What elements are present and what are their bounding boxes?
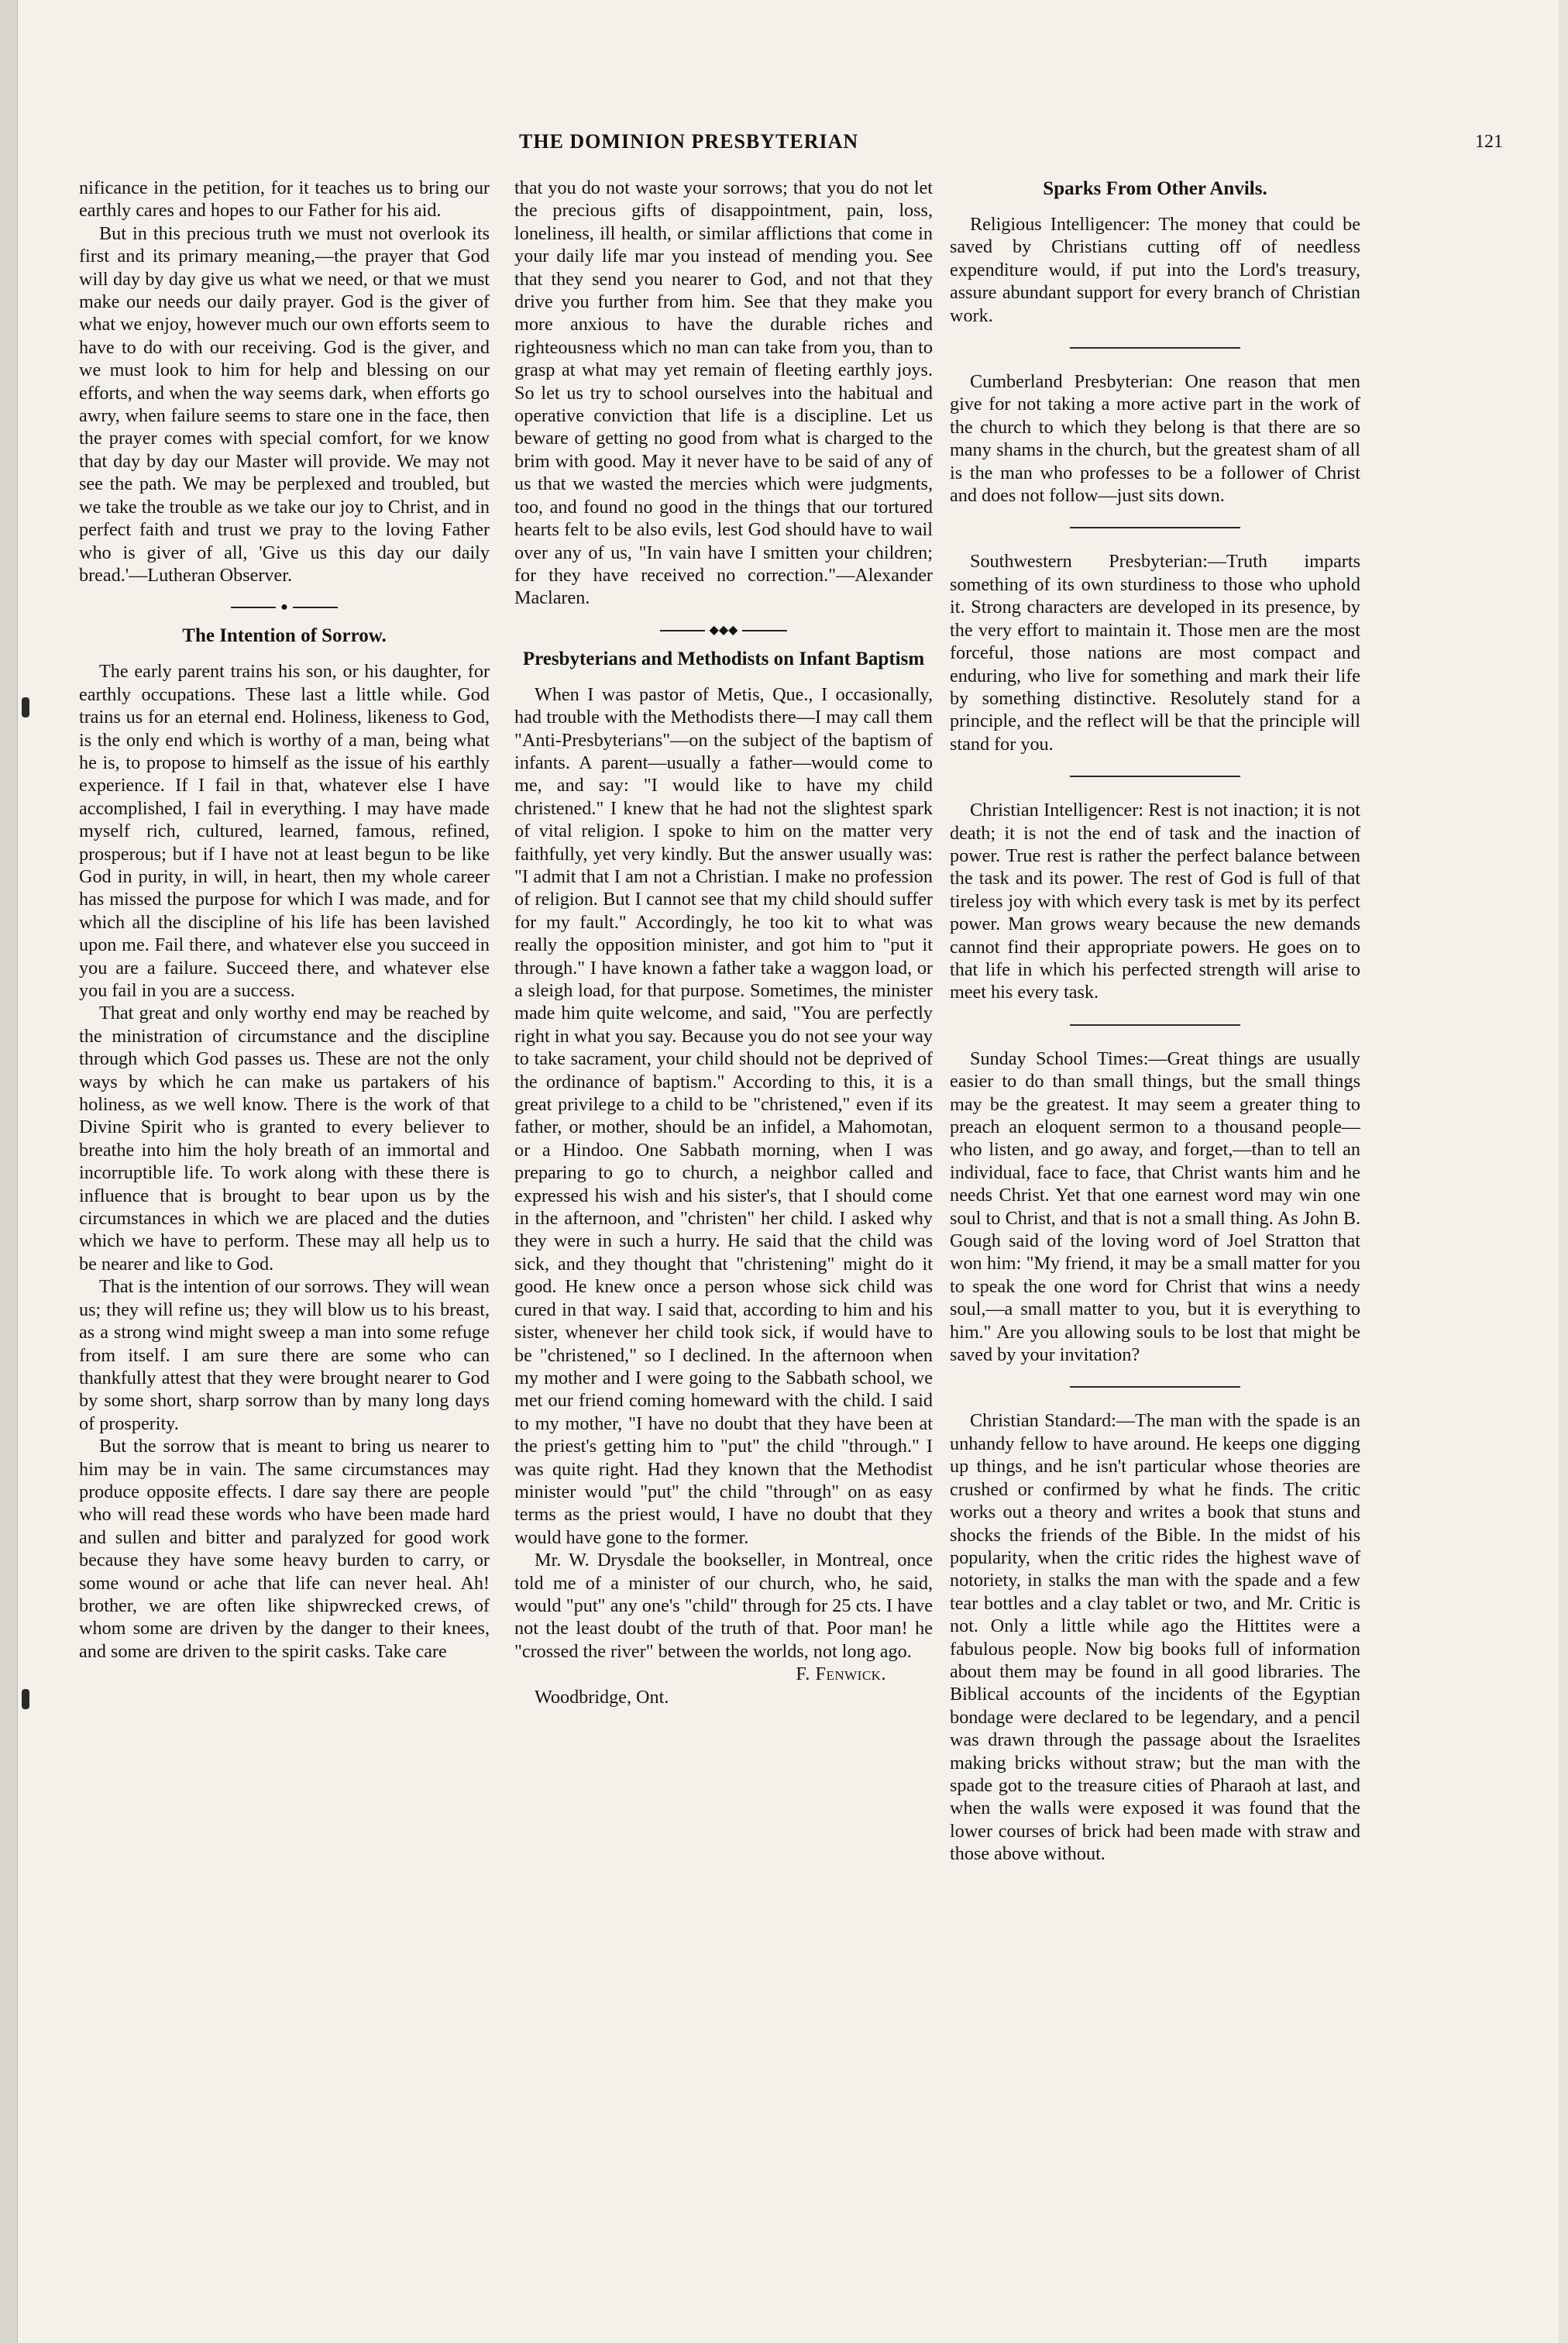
page-number: 121 [1475, 132, 1503, 152]
divider-rule [1070, 527, 1240, 528]
ornament-divider: ● [79, 604, 490, 611]
divider-rule [1070, 347, 1240, 349]
column-middle [514, 177, 933, 1708]
signature: F. Fenwick. [796, 1663, 886, 1685]
divider-rule [1070, 776, 1240, 777]
paragraph: When I was pastor of Metis, Que., I occasionally, had trouble with the Methodists there—I may call them "Anti-Presbyterians"—on the subject of the baptism of infants. A parent—usually a father—would come to me, and say: "I would like to have my child christened." I knew that he had not the slightest spark of vital religion. I spoke to him on the matter very faithfully, yet very kindly. But the answer usually was: "I admit that I am not a Christian. I make no profession of religion. But I cannot see that my child should suffer for my fault." Accordingly, he too kit to what was really the opposition minister, and got him to "put it through." I have known a father take a waggon load, or a sleigh load, for that purpose. Sometimes, the minister made him quite welcome, and said, "You are perfectly right in what you say. Because you do not see your way to take sacrament, your child should not be deprived of the ordinance of baptism." According to this, it is a great privilege to a child to be "christened," even if its father, or mother, should be an infidel, a Mahomotan, or a Hindoo. One Sabbath morning, when I was preparing to go to church, a neighbor called and expressed his wish and his sister's, that I should come in the afternoon, and "christen" her child. I asked why they were in such a hurry. He said that the child was sick, and they thought that "christening" might do it good. He knew once a person whose sick child was cured in that way. I said that, according to him and his sister, whenever her child took sick, if would have to be "christened," so I declined. In the afternoon when my mother and I were going to the Sabbath school, we met our friend coming homeward with the child. I said to my mother, "I have no doubt that they have been at the priest's getting him to "put" the child "through." I was quite right. Had they known that the Methodist minister would "put" the child "through" on as easy terms as the priest would, I have no doubt that they would have gone to the former. [514, 683, 933, 1548]
masthead: THE DOMINION PRESBYTERIAN [519, 130, 859, 153]
column-right [950, 177, 1360, 1866]
binding-hole [22, 697, 29, 717]
paragraph: Mr. W. Drysdale the bookseller, in Montreal, once told me of a minister of our church, who, he said, would "put" any one's "child" through for 25 cts. I have not the least doubt of the truth of that. Poor man! he "crossed the river" between the worlds, not long ago. [514, 1550, 933, 1662]
ornament-divider: ◆◆◆ [514, 627, 933, 635]
excerpt: Religious Intelligencer: The money that could be saved by Christians cutting off of needless expenditure would, if put into the Lord's treasury, assure abundant support for every branch of Christian work. [950, 214, 1360, 326]
binding-hole [22, 1689, 29, 1709]
paragraph: That great and only worthy end may be reached by the ministration of circumstance and the discipline through which God passes us. These are not the only ways by which he can make us partakers of his holiness, as we well know. There is the work of that Divine Spirit who is granted to every believer to breathe into him the holy breath of an immortal and incorruptible life. To work along with these there is influence that is brought to bear upon us by the circumstances in which we are placed and the duties which we have to perform. These may all help us to be nearer and like to God. [79, 1003, 490, 1275]
divider-rule [1070, 1024, 1240, 1026]
section-title: Sparks From Other Anvils. [1043, 178, 1267, 199]
place-line: Woodbridge, Ont. [535, 1686, 669, 1708]
page-right-edge [1559, 0, 1568, 2343]
paragraph: But in this precious truth we must not overlook its first and its primary meaning,—the prayer that God will day by day give us what we need, or that we must make our needs our daily prayer. God is the giver of what we enjoy, however much our own efforts seem to have to do with our receiving. God is the giver, and we must look to him for help and blessing on our efforts, and when the way seems dark, when efforts go awry, when failure seems to stare one in the face, then the prayer comes with special comfort, for we know that day by day our Master will provide. We may not see the path. We may be perplexed and troubled, but we take the trouble as we take our joy to Christ, and in perfect faith and trust we pray to the loving Father who is giver of all, 'Give us this day our daily bread.'—Lutheran Observer. [79, 222, 490, 586]
divider-rule [1070, 1386, 1240, 1388]
paragraph: nificance in the petition, for it teaches us to bring our earthly cares and hopes to our Father for his aid. [79, 177, 490, 222]
article-title: The Intention of Sorrow. [182, 625, 387, 647]
article-title: Presbyterians and Methodists on Infant Baptism [522, 648, 925, 669]
paragraph: That is the intention of our sorrows. They will wean us; they will refine us; they will blow us to his breast, as a strong wind might sweep a man into some refuge from itself. I am sure there are some who can thankfully attest that they were brought nearer to God by some short, sharp sorrow than by many long days of prosperity. [79, 1276, 490, 1434]
column-left [79, 177, 490, 1663]
excerpt: Cumberland Presbyterian: One reason that men give for not taking a more active part in the work of the church to which they belong is that there are so many shams in the church, but the greatest sham of all is the man who professes to be a follower of Christ and does not follow—just sits down. [950, 371, 1360, 507]
excerpt: Southwestern Presbyterian:—Truth imparts something of its own sturdiness to those who uphold it. Strong characters are developed in its presence, by the very effort to maintain it. Those men are the most forceful, those nations are most compact and enduring, who live for something and mark their life by something distinctive. Resolutely stand for a principle, and the reflect will be that the principle will stand for you. [950, 551, 1360, 755]
excerpt: Sunday School Times:—Great things are usually easier to do than small things, but the small things may be the greatest. It may seem a greater thing to preach an eloquent sermon to a thousand people—who listen, and go away, and forget,—than to tell an individual, face to face, that Christ wants him and he needs Christ. Yet that one earnest word may win one soul to Christ, and that is not a small thing. As John B. Gough said of the loving word of Joel Stratton that won him: "My friend, it may be a small matter for you to speak the one word for Christ that wins a needy soul,—a small matter to you, but it is everything to him." Are you allowing souls to be lost that might be saved by your invitation? [950, 1048, 1360, 1366]
paragraph: that you do not waste your sorrows; that you do not let the precious gifts of disappointment, pain, loss, loneliness, ill health, or similar afflictions that come in your daily life mar you instead of mending you. See that they send you nearer to God, and not that they drive you further from him. See that they make you more anxious to have the durable riches and righteousness which no man can take from you, than to grasp at what may yet remain of fleeting earthly joys. So let us try to school ourselves into the habitual and operative conviction that life is a discipline. Let us beware of getting no good from what is charged to the brim with good. May it never have to be said of any of us that we wasted the mercies which were judgments, too, and found no good in the things that our tortured hearts felt to be also evils, lest God should have to wail over any of us, "In vain have I smitten your children; for they have received no correction."—Alexander Maclaren. [514, 177, 933, 609]
paragraph: The early parent trains his son, or his daughter, for earthly occupations. These last a little while. God trains us for an eternal end. Holiness, likeness to God, is the only end which is worthy of a man, being what he is, to propose to himself as the issue of his earthly experience. If I fail in that, whatever else I have accomplished, I fail in everything. I may have made myself rich, cultured, learned, famous, refined, prosperous; but if I have not at least begun to be like God in purity, in will, in heart, then my whole career has missed the purpose for which I was made, and for which all the discipline of his life has been lavished upon me. Fail there, and whatever else you succeed in you are a failure. Succeed there, and whatever else you fail in you are a success. [79, 661, 490, 1001]
page-header [116, 130, 1534, 164]
excerpt: Christian Intelligencer: Rest is not inaction; it is not death; it is not the end of task and the inaction of power. True rest is rather the perfect balance between the task and its power. The rest of God is full of that tireless joy with which every task is met by its perfect power. Man grows weary because the new demands cannot find their appropriate powers. He goes on to that life in which his perfected strength will arise to meet his every task. [950, 800, 1360, 1003]
excerpt: Christian Standard:—The man with the spade is an unhandy fellow to have around. He keeps one digging up things, and he isn't particular whose theories are crushed or confirmed by what he finds. The critic works out a theory and writes a book that stuns and shocks the friends of the Bible. In the midst of his popularity, when the critic rides the highest wave of notoriety, in stalks the man with the spade and a few tear bottles and a clay tablet or two, and Mr. Critic is not. Only a little while ago the Hittites were a fabulous people. Now big books full of information about them may be found in all good libraries. The Biblical accounts of the incidents of the Egyptian bondage were declared to be legendary, and a pencil was drawn through the passage about the Israelites making bricks without straw; but the man with the spade got to the treasure cities of Pharaoh at last, and when the walls were exposed it was found that the lower courses of brick had been made with straw and those above without. [950, 1410, 1360, 1865]
page-left-edge [0, 0, 18, 2343]
paragraph: But the sorrow that is meant to bring us nearer to him may be in vain. The same circumstances may produce opposite effects. I dare say there are people who will read these words who have been made hard and sullen and bitter and paralyzed for good work because they have some heavy burden to carry, or some wound or ache that life can never heal. Ah! brother, we are often like shipwrecked crews, of whom some are driven by the danger to their knees, and some are driven to the spirit casks. Take care [79, 1436, 490, 1662]
